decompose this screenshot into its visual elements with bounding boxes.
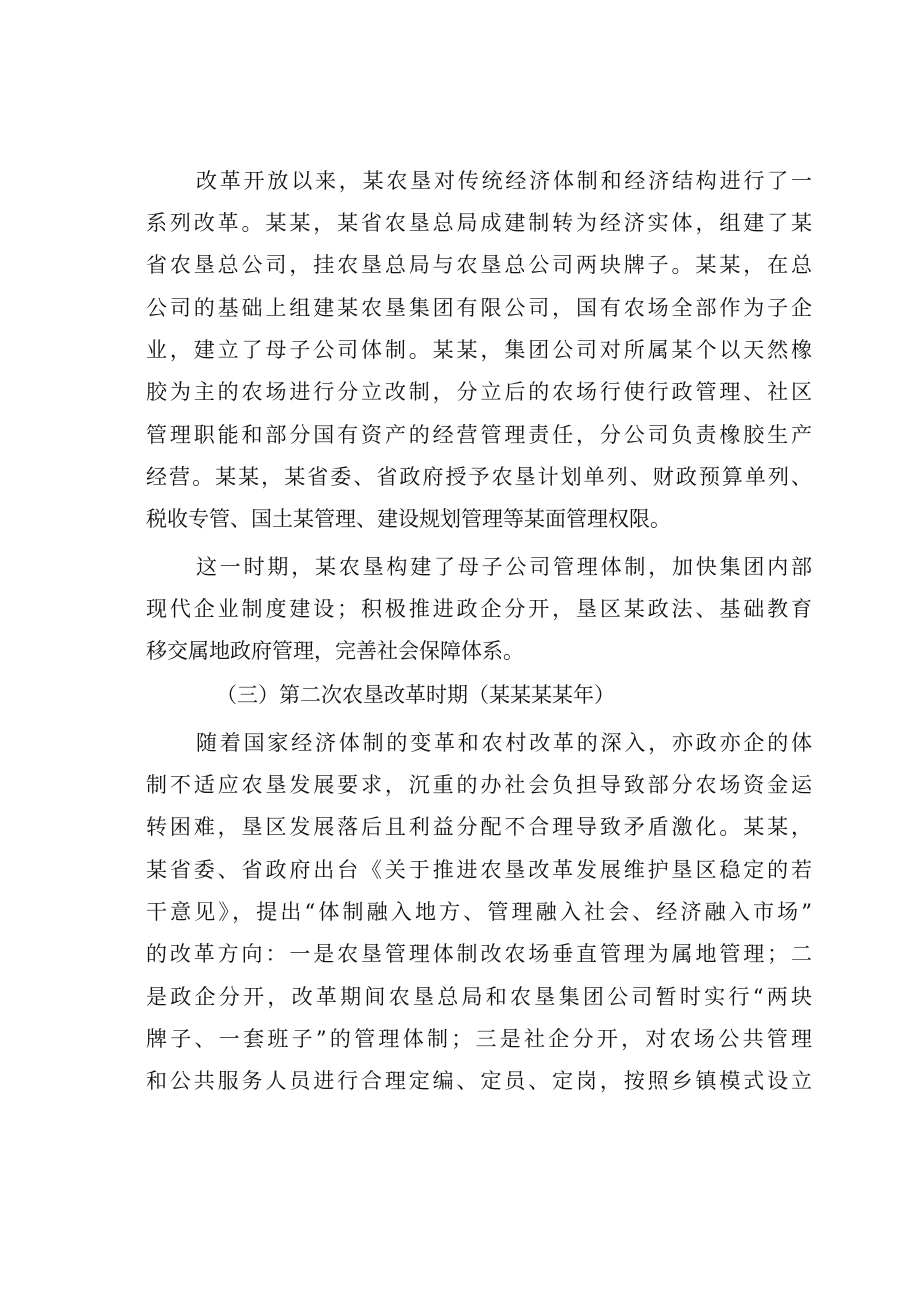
paragraph-line: 的改革方向：一是农垦管理体制改农场垂直管理为属地管理；二: [146, 942, 812, 966]
paragraph-line: 转困难，垦区发展落后且利益分配不合理导致矛盾激化。某某，: [146, 815, 812, 839]
paragraph-line: 是政企分开，改革期间农垦总局和农垦集团公司暂时实行“两块: [146, 985, 812, 1009]
paragraph-line: 移交属地政府管理，完善社会保障体系。: [146, 639, 524, 663]
paragraph-line: 某省委、省政府出台《关于推进农垦改革发展维护垦区稳定的若: [146, 858, 812, 882]
paragraph-line: 随着国家经济体制的变革和农村改革的深入，亦政亦企的体: [196, 731, 812, 755]
paragraph-line: 干意见》，提出“体制融入地方、管理融入社会、经济融入市场”: [146, 900, 812, 924]
paragraph-line: 省农垦总公司，挂农垦总局与农垦总公司两块牌子。某某，在总: [146, 253, 812, 277]
paragraph-line: 现代企业制度建设；积极推进政企分开，垦区某政法、基础教育: [146, 597, 812, 621]
paragraph-line: 制不适应农垦发展要求，沉重的办社会负担导致部分农场资金运: [146, 773, 812, 797]
paragraph-line: 税收专管、国土某管理、建设规划管理等某面管理权限。: [146, 507, 671, 531]
paragraph-line: 改革开放以来，某农垦对传统经济体制和经济结构进行了一: [196, 169, 812, 193]
paragraph-line: 公司的基础上组建某农垦集团有限公司，国有农场全部作为子企: [146, 296, 812, 320]
paragraph-line: 牌子、一套班子”的管理体制；三是社企分开，对农场公共管理: [146, 1027, 812, 1051]
paragraph-line: 系列改革。某某，某省农垦总局成建制转为经济实体，组建了某: [146, 211, 812, 235]
paragraph-line: 业，建立了母子公司体制。某某，集团公司对所属某个以天然橡: [146, 338, 812, 362]
paragraph-line: 和公共服务人员进行合理定编、定员、定岗，按照乡镇模式设立: [146, 1069, 812, 1093]
paragraph-line: 胶为主的农场进行分立改制，分立后的农场行使行政管理、社区: [146, 380, 812, 404]
paragraph-line: 管理职能和部分国有资产的经营管理责任，分公司负责橡胶生产: [146, 423, 812, 447]
paragraph-line: 经营。某某，某省委、省政府授予农垦计划单列、财政预算单列、: [146, 465, 812, 489]
paragraph-line: 这一时期，某农垦构建了母子公司管理体制，加快集团内部: [196, 555, 812, 579]
section-heading: （三）第二次农垦改革时期（某某某某年）: [216, 683, 615, 707]
